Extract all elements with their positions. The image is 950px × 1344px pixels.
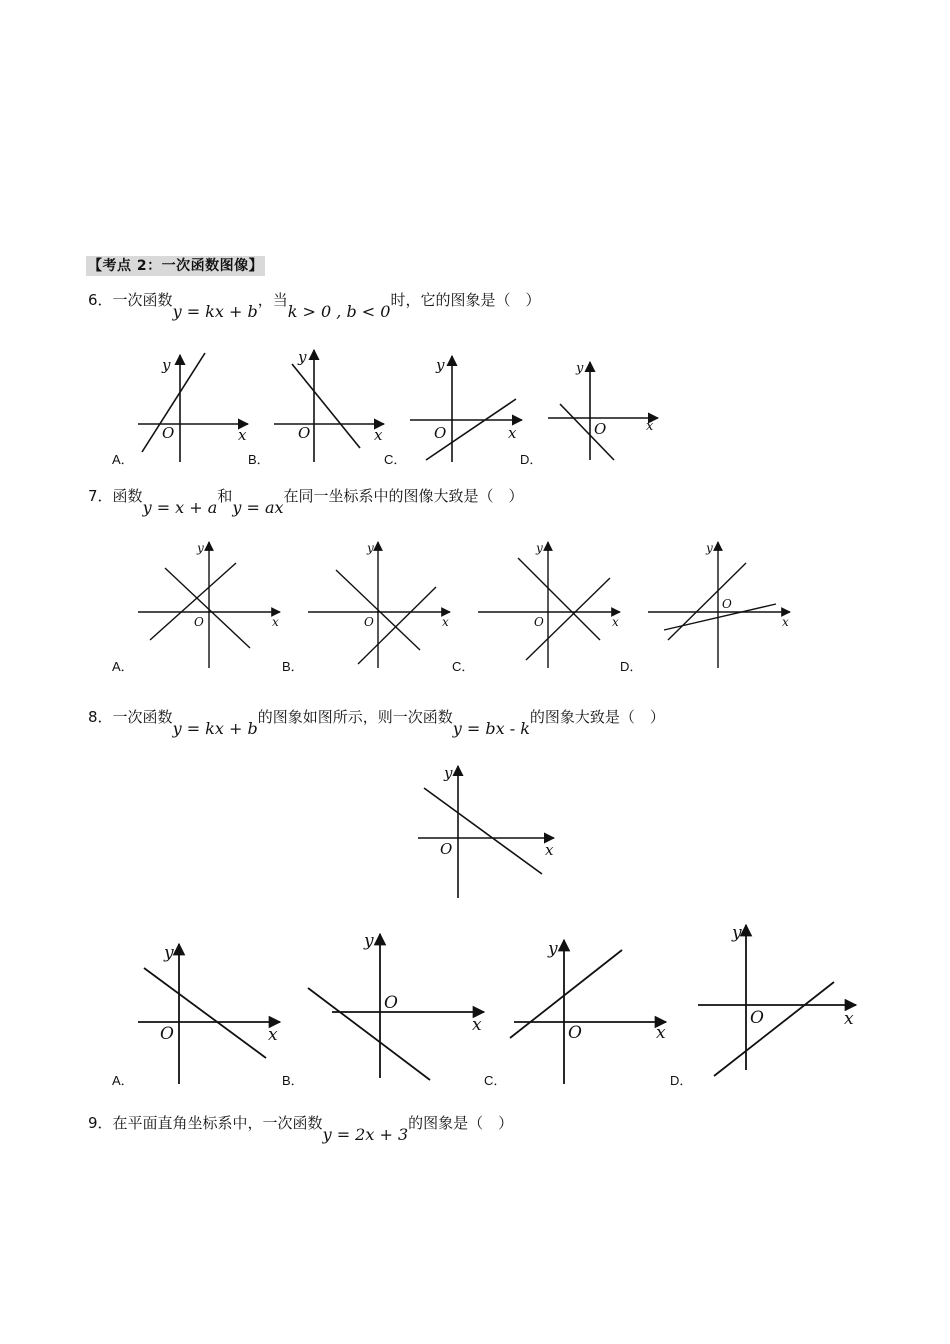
q8-c-origin-label: O (568, 1023, 582, 1043)
q7-c-x-label: x (612, 615, 619, 629)
q9-pre: 在平面直角坐标系中，一次函数 (112, 1114, 323, 1132)
q7-b-y-label: y (367, 541, 374, 555)
q7-mid: 和 (217, 487, 233, 505)
q6-graph-c[interactable] (410, 356, 522, 462)
q7-equation-1: y = x + a (142, 498, 218, 517)
q8-option-d[interactable]: D． (670, 1073, 693, 1088)
q8-graph-c[interactable] (510, 940, 666, 1084)
q6-c-origin-label: O (434, 424, 447, 442)
q9-equation: y = 2x + 3 (322, 1125, 409, 1144)
q7-option-a[interactable]: A． (112, 659, 134, 674)
q6-d-origin-label: O (594, 420, 607, 438)
q8-mid: 的图象如图所示，则一次函数 (257, 708, 453, 726)
q7-graph-d[interactable] (648, 542, 790, 668)
q8-equation-2: y = bx - k (452, 719, 530, 738)
q6-c-x-label: x (508, 424, 517, 442)
q6-pre: 一次函数 (112, 291, 173, 309)
q7-graph-a[interactable] (138, 542, 280, 668)
q6-a-origin-label: O (162, 424, 175, 442)
q6-d-x-label: x (646, 419, 654, 434)
q7-d-y-label: y (706, 541, 713, 555)
q8-post: 的图象大致是（ ） (529, 708, 665, 726)
q8-b-x-label: x (472, 1015, 482, 1035)
q7-a-y-label: y (197, 541, 204, 555)
q7-graph-c[interactable] (478, 542, 620, 668)
q8-b-y-label: y (364, 931, 374, 951)
q8-c-x-label: x (656, 1023, 666, 1043)
q8-a-y-label: y (164, 943, 174, 963)
q7-a-line1 (150, 563, 236, 640)
q6-equation: y = kx + b (172, 302, 258, 321)
q8-a-origin-label: O (160, 1024, 174, 1044)
q7-d-line1 (668, 563, 746, 640)
q6-option-b[interactable]: B． (248, 452, 270, 467)
q7-pre: 函数 (112, 487, 143, 505)
q8-ref-y-label: y (444, 764, 453, 782)
q8-option-c[interactable]: C． (484, 1073, 507, 1088)
q7-d-line2 (664, 604, 776, 630)
q8-pre: 一次函数 (112, 708, 173, 726)
q7-option-c[interactable]: C． (452, 659, 475, 674)
q8-ref-line (424, 788, 542, 874)
q8-d-line (714, 982, 834, 1076)
question-8 (88, 707, 665, 738)
section-title: 【考点 2：一次函数图像】 (88, 258, 264, 274)
q7-option-d[interactable]: D． (620, 659, 643, 674)
q6-mid: ，当 (257, 291, 288, 309)
q8-ref-x-label: x (545, 841, 554, 859)
q7-number: 7． (88, 487, 113, 505)
q9-number: 9． (88, 1114, 113, 1132)
q8-d-y-label: y (732, 923, 742, 943)
q6-a-x-label: x (238, 426, 247, 444)
q8-d-x-label: x (844, 1009, 854, 1029)
q6-d-y-label: y (576, 361, 584, 376)
q7-post: 在同一坐标系中的图像大致是（ ） (283, 487, 524, 505)
q8-b-origin-label: O (384, 993, 398, 1013)
q6-graph-a[interactable] (138, 353, 248, 462)
q7-a-x-label: x (272, 615, 279, 629)
q6-condition: k > 0 , b < 0 (287, 302, 391, 321)
q8-ref-origin-label: O (440, 840, 453, 858)
q8-c-y-label: y (548, 939, 558, 959)
q7-c-y-label: y (536, 541, 543, 555)
q6-b-origin-label: O (298, 424, 311, 442)
q6-b-x-label: x (374, 426, 383, 444)
q7-b-origin-label: O (364, 615, 374, 629)
q8-reference-graph (418, 766, 554, 898)
q7-graph-b[interactable] (308, 542, 450, 668)
q8-graph-a[interactable] (138, 944, 280, 1084)
q6-option-d[interactable]: D． (520, 452, 543, 467)
q7-option-b[interactable]: B． (282, 659, 304, 674)
q7-equation-2: y = ax (232, 498, 284, 517)
q8-option-a[interactable]: A． (112, 1073, 134, 1088)
q6-option-a[interactable]: A． (112, 452, 134, 467)
question-9 (88, 1113, 514, 1144)
question-7 (88, 486, 524, 517)
q8-a-line (144, 968, 266, 1058)
q7-c-origin-label: O (534, 615, 544, 629)
q8-option-b[interactable]: B． (282, 1073, 304, 1088)
q8-d-origin-label: O (750, 1008, 764, 1028)
q7-a-line2 (165, 568, 250, 648)
q9-post: 的图象是（ ） (408, 1114, 514, 1132)
q7-b-x-label: x (442, 615, 449, 629)
q6-graph-b[interactable] (274, 350, 384, 462)
q8-graph-d[interactable] (698, 925, 856, 1076)
q6-b-y-label: y (298, 348, 307, 366)
q8-number: 8． (88, 708, 113, 726)
q7-a-origin-label: O (194, 615, 204, 629)
q6-number: 6． (88, 291, 113, 309)
q8-c-line (510, 950, 622, 1038)
q7-d-x-label: x (782, 615, 789, 629)
q6-graph-d[interactable] (548, 362, 658, 460)
q6-c-y-label: y (436, 356, 445, 374)
q6-option-c[interactable]: C． (384, 452, 407, 467)
q8-a-x-label: x (268, 1025, 278, 1045)
q6-a-y-label: y (162, 356, 171, 374)
q8-equation-1: y = kx + b (172, 719, 258, 738)
q8-b-line (308, 988, 430, 1080)
q7-d-origin-label: O (722, 597, 732, 611)
q6-post: 时，它的图象是（ ） (390, 291, 541, 309)
